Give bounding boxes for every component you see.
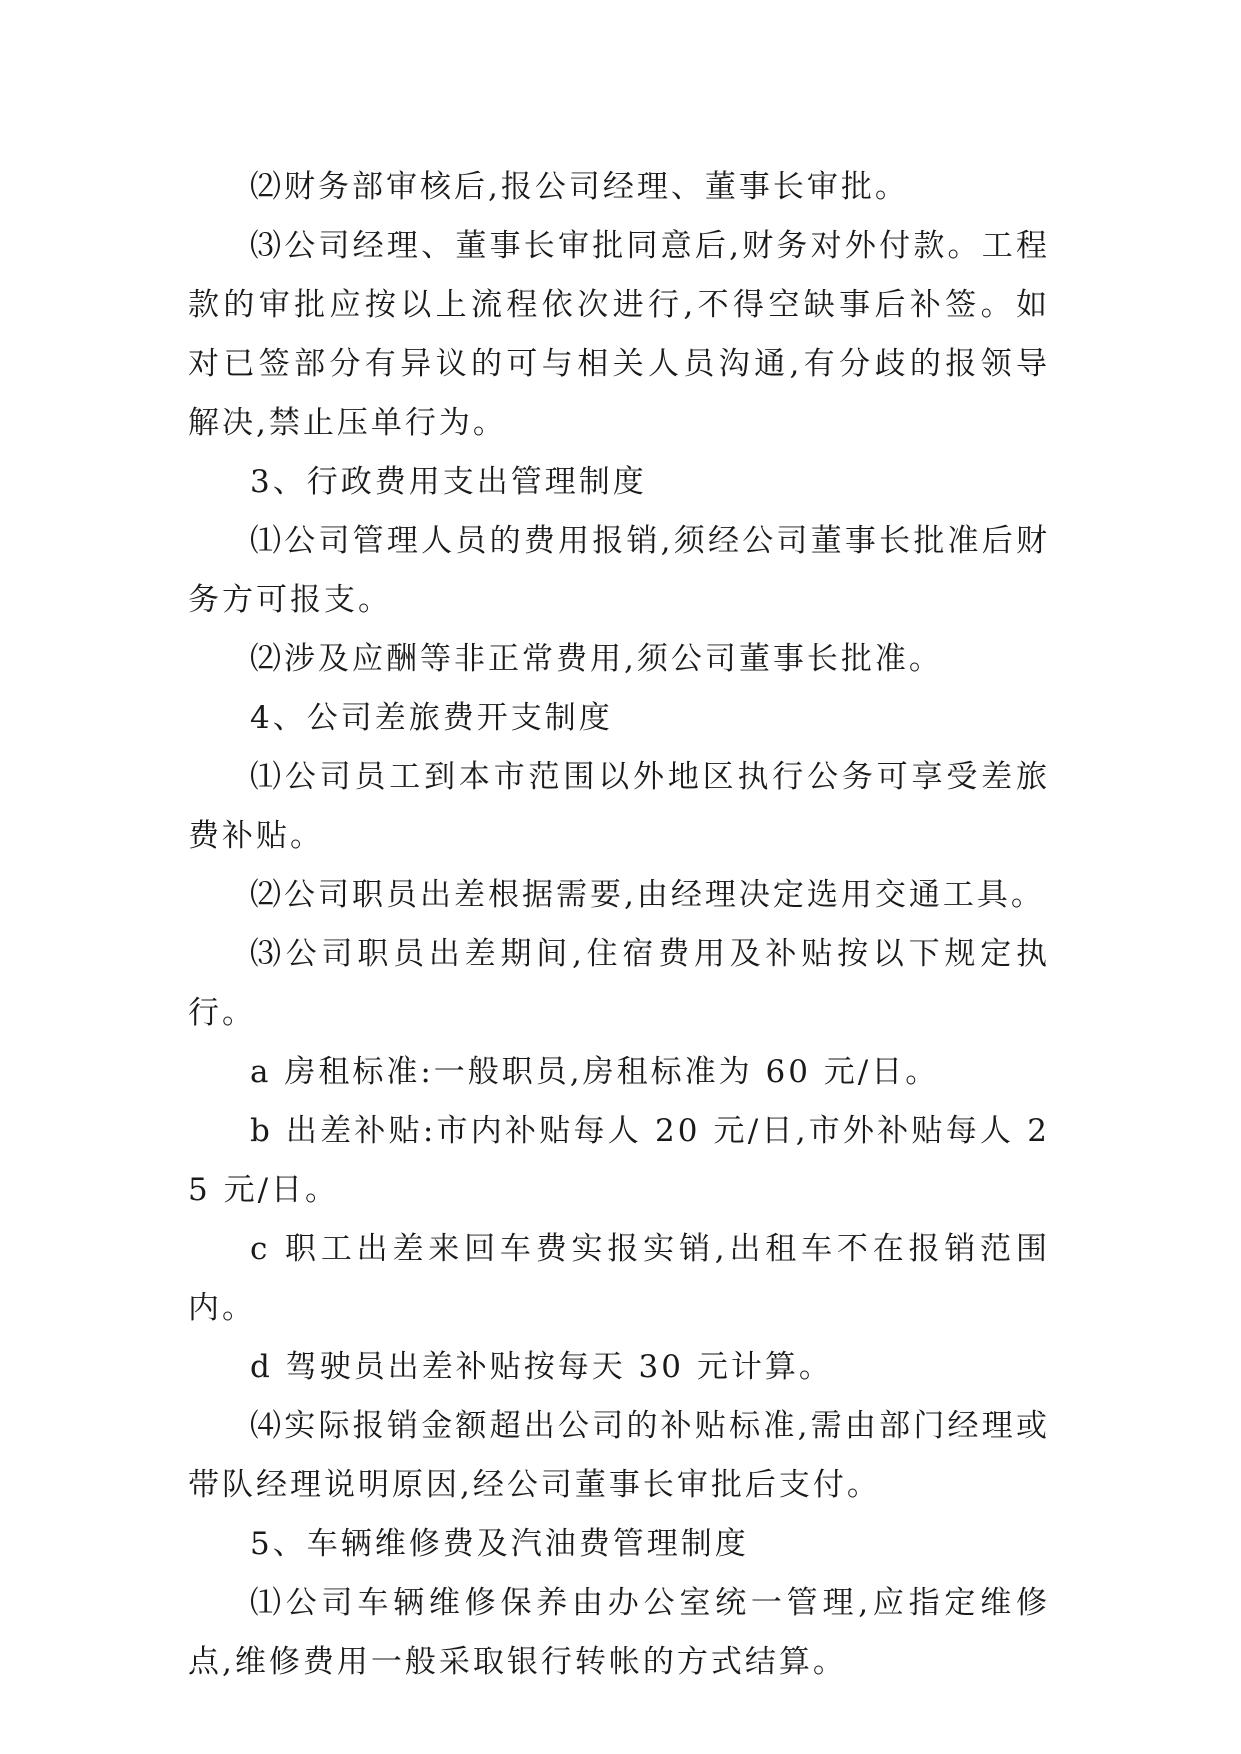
section-heading: 4、公司差旅费开支制度 (250, 700, 613, 736)
paragraph: d 驾驶员出差补贴按每天 30 元计算。 (250, 1349, 833, 1385)
paragraph: ⑷实际报销金额超出公司的补贴标准,需由部门经理或带队经理说明原因,经公司董事长审批后支付。 (188, 1408, 1050, 1503)
section-heading: 3、行政费用支出管理制度 (250, 464, 647, 500)
paragraph: ⑵公司职员出差根据需要,由经理决定选用交通工具。 (250, 877, 1045, 913)
paragraph: a 房租标准:一般职员,房租标准为 60 元/日。 (250, 1054, 940, 1090)
document-body (188, 158, 1050, 1692)
paragraph: ⑴公司车辆维修保养由办公室统一管理,应指定维修点,维修费用一般采取银行转帐的方式结算。 (188, 1585, 1050, 1680)
paragraph: ⑵涉及应酬等非正常费用,须公司董事长批准。 (250, 641, 943, 677)
paragraph: ⑴公司管理人员的费用报销,须经公司董事长批准后财务方可报支。 (188, 523, 1050, 618)
paragraph: ⑶公司经理、董事长审批同意后,财务对外付款。工程款的审批应按以上流程依次进行,不得空缺事后补签。如对已签部分有异议的可与相关人员沟通,有分歧的报领导解决,禁止压单行为。 (188, 228, 1050, 441)
paragraph: ⑶公司职员出差期间,住宿费用及补贴按以下规定执行。 (188, 936, 1050, 1031)
paragraph: b 出差补贴:市内补贴每人 20 元/日,市外补贴每人 25 元/日。 (188, 1113, 1050, 1208)
section-heading: 5、车辆维修费及汽油费管理制度 (250, 1526, 749, 1562)
paragraph: ⑵财务部审核后,报公司经理、董事长审批。 (250, 169, 909, 205)
paragraph: c 职工出差来回车费实报实销,出租车不在报销范围内。 (188, 1231, 1050, 1326)
paragraph: ⑴公司员工到本市范围以外地区执行公务可享受差旅费补贴。 (188, 759, 1050, 854)
